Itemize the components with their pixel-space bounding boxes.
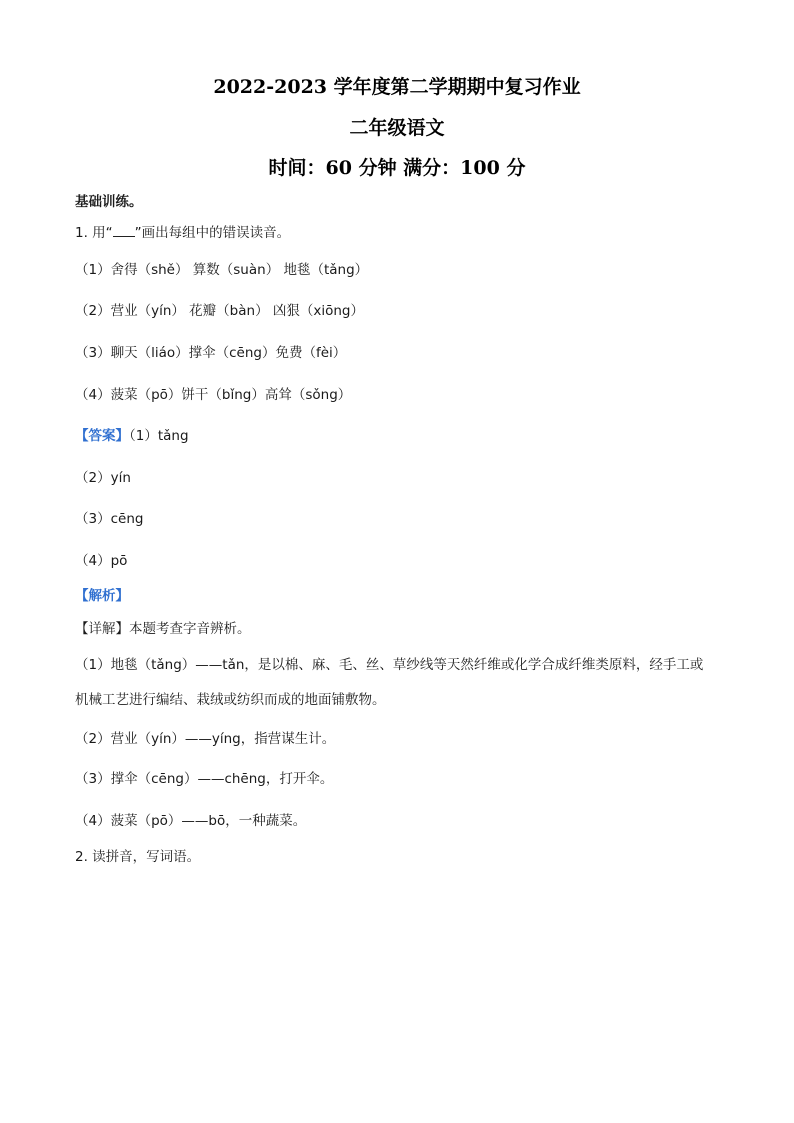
question-1-item-4: （4）菠菜（pō）饼干（bǐng）高耸（sǒng）	[75, 387, 352, 403]
answer-2: （2）yín	[75, 470, 131, 486]
detail-line: 【详解】本题考查字音辨析。	[75, 621, 251, 637]
question-1-item-2: （2）营业（yín） 花瓣（bàn） 凶狠（xiōng）	[75, 303, 364, 319]
answer-tag: 【答案】	[75, 428, 129, 444]
answer-line-1	[75, 427, 189, 445]
section-heading: 基础训练。	[75, 194, 143, 210]
question-1-prompt-start: 1. 用“	[75, 225, 113, 241]
analysis-tag: 【解析】	[75, 588, 129, 604]
explanation-1: （1）地毯（tǎng）——tǎn，是以棉、麻、毛、丝、草纱线等天然纤维或化学合成纤维类原料，经手工或	[75, 657, 704, 673]
question-2-prompt: 2. 读拼音，写词语。	[75, 849, 201, 865]
question-1-item-1: （1）舍得（shě） 算数（suàn） 地毯（tǎng）	[75, 262, 369, 278]
document-subtitle: 二年级语文	[349, 117, 445, 139]
answer-3: （3）cēng	[75, 511, 144, 527]
answer-4: （4）pō	[75, 553, 128, 569]
explanation-4: （4）菠菜（pō）——bō，一种蔬菜。	[75, 813, 307, 829]
question-1-prompt-end: ”画出每组中的错误读音。	[134, 225, 291, 241]
answer-1: （1）tǎng	[129, 428, 189, 444]
blank-underline	[113, 224, 135, 237]
time-score-line: 时间：60 分钟 满分：100 分	[268, 157, 526, 179]
explanation-1-continued: 机械工艺进行编结、栽绒或纺织而成的地面铺敷物。	[75, 692, 386, 708]
document-title: 2022-2023 学年度第二学期期中复习作业	[213, 76, 581, 98]
question-1-prompt	[75, 224, 290, 242]
explanation-3: （3）撑伞（cēng）——chēng，打开伞。	[75, 771, 334, 787]
explanation-2: （2）营业（yín）——yíng，指营谋生计。	[75, 731, 336, 747]
question-1-item-3: （3）聊天（liáo）撑伞（cēng）免费（fèi）	[75, 345, 347, 361]
